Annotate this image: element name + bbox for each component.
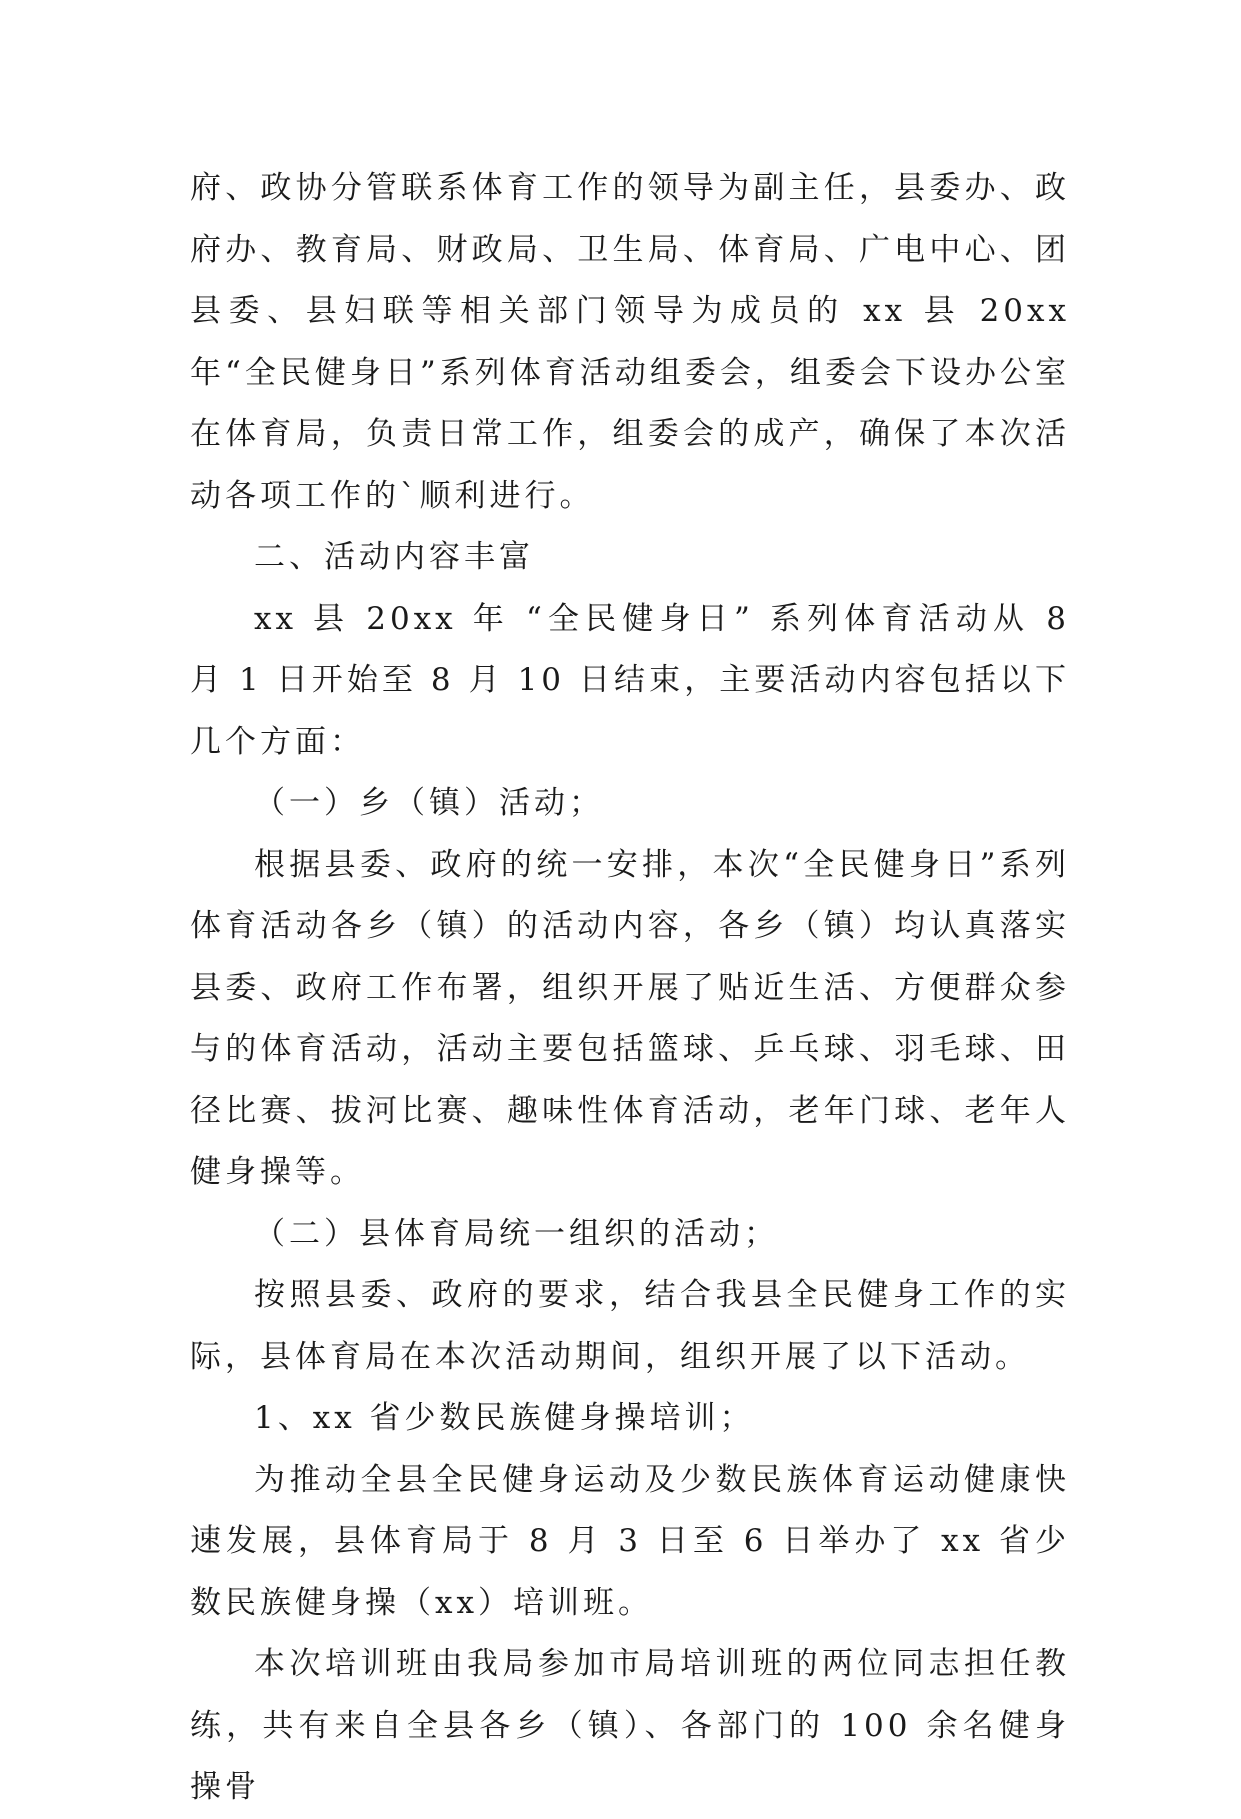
section-heading-activity-content: 二、活动内容丰富 (254, 539, 534, 575)
paragraph-fitness-training: 为推动全县全民健身运动及少数民族体育运动健康快速发展，县体育局于 8 月 3 日至 6 日举办了 xx 省少数民族健身操（xx）培训班。 (190, 1461, 1070, 1621)
paragraph-county-bureau-activities: 按照县委、政府的要求，结合我县全民健身工作的实际，县体育局在本次活动期间，组织开展了以下活动。 (190, 1277, 1070, 1375)
paragraph-activity-overview: xx 县 20xx 年 “全民健身日” 系列体育活动从 8 月 1 日开始至 8 月 10 日结束，主要活动内容包括以下几个方面： (190, 600, 1070, 760)
subheading-county-bureau-activities: （二）县体育局统一组织的活动； (254, 1215, 779, 1252)
paragraph-committee-members: 府、政协分管联系体育工作的领导为副主任，县委办、政府办、教育局、财政局、卫生局、体育局、广电中心、团县委、县妇联等相关部门领导为成员的 xx 县 20xx 年“全民健身日”系列体育活动组委会，组委会下设办公室在体育局，负责日常工作，组委会的成产，确保了本次活动各项工作的`顺利进行。 (190, 170, 1070, 514)
document-body (190, 158, 1070, 1819)
item-heading-fitness-training: 1、xx 省少数民族健身操培训； (254, 1400, 755, 1436)
subheading-township-activities: （一）乡（镇）活动； (254, 785, 604, 821)
paragraph-training-class: 本次培训班由我局参加市局培训班的两位同志担任教练，共有来自全县各乡（镇）、各部门的 100 余名健身操骨 (190, 1646, 1070, 1805)
paragraph-township-activities: 根据县委、政府的统一安排，本次“全民健身日”系列体育活动各乡（镇）的活动内容，各乡（镇）均认真落实县委、政府工作布署，组织开展了贴近生活、方便群众参与的体育活动，活动主要包括篮球、乒乓球、羽毛球、田径比赛、拔河比赛、趣味性体育活动，老年门球、老年人健身操等。 (190, 846, 1070, 1190)
